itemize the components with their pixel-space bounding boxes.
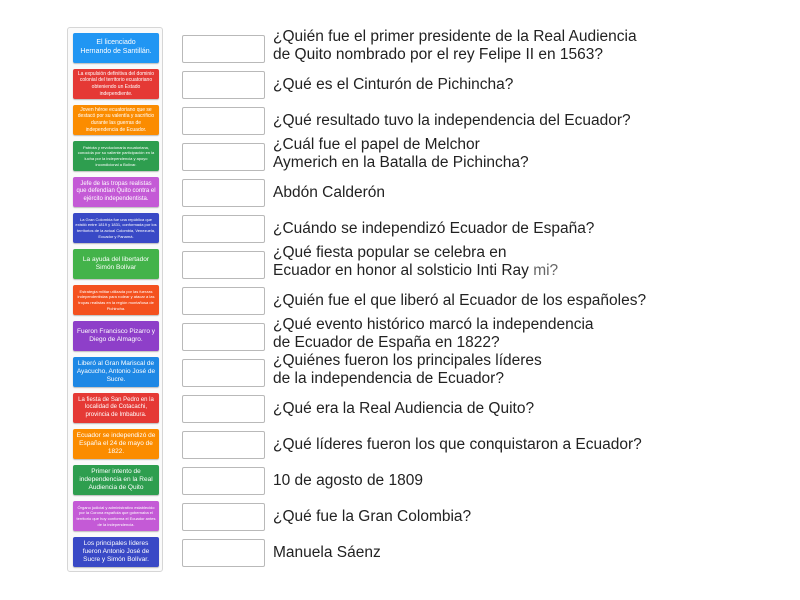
question-line-1: ¿Cuál fue el papel de Melchor [273, 136, 480, 153]
question-line-1: ¿Qué fiesta popular se celebra en [273, 244, 507, 261]
drop-slot[interactable] [182, 35, 265, 63]
question-line-1: ¿Quién fue el que liberó al Ecuador de los españoles? [273, 292, 647, 309]
question-text [273, 292, 713, 310]
question-text [273, 244, 713, 280]
answer-tile-text: La ayuda del libertador Simón Bolívar [82, 255, 150, 271]
answer-tile-text: Fueron Francisco Pizarro y Diego de Almagro. [76, 327, 156, 343]
question-text [273, 472, 713, 490]
question-text [273, 544, 713, 562]
answer-tile-text: Estrategia militar utilizada por las fuerzas independentistas para rodear y atacar a las tropas realistas en la región montañosa de Pichincha. [77, 288, 155, 311]
answer-tile-text: Joven héroe ecuatoriano que se destacó por su valentía y sacrificio durante las guerras de independencia de Ecuador. [77, 106, 155, 133]
question-line-1: ¿Quién fue el primer presidente de la Real Audiencia [273, 28, 637, 45]
drop-slot[interactable] [182, 539, 265, 567]
answer-tile[interactable] [73, 429, 159, 459]
question-line-1: ¿Quiénes fueron los principales líderes [273, 352, 542, 369]
answer-tile[interactable] [73, 357, 159, 387]
answer-tile[interactable] [73, 285, 159, 315]
question-line-1: Abdón Calderón [273, 184, 386, 201]
drop-slot[interactable] [182, 251, 265, 279]
answer-tile[interactable] [73, 69, 159, 99]
answer-tile[interactable] [73, 33, 159, 63]
question-text [273, 76, 713, 94]
answer-tile-text: Liberó al Gran Mariscal de Ayacucho, Antonio José de Sucre. [76, 359, 156, 384]
question-text [273, 352, 713, 388]
drop-slot[interactable] [182, 323, 265, 351]
question-text [273, 220, 713, 238]
question-text [273, 136, 713, 172]
drop-slot[interactable] [182, 359, 265, 387]
answer-tile[interactable] [73, 465, 159, 495]
question-text [273, 184, 713, 202]
answer-tile[interactable] [73, 393, 159, 423]
drop-slot[interactable] [182, 467, 265, 495]
answer-tile-text: Jefe de las tropas realistas que defendían Quito contra el ejército independentista. [76, 180, 156, 202]
question-line-1: ¿Qué resultado tuvo la independencia del Ecuador? [273, 112, 631, 129]
question-line-2: Ecuador en honor al solsticio Inti Ray [273, 262, 529, 279]
drop-slot[interactable] [182, 107, 265, 135]
question-line-1: Manuela Sáenz [273, 544, 381, 561]
question-line-1: ¿Qué es el Cinturón de Pichincha? [273, 76, 514, 93]
answer-tile[interactable] [73, 321, 159, 351]
question-text [273, 400, 713, 418]
answer-tile-text: Ecuador se independizó de España el 24 de mayo de 1822. [76, 431, 156, 456]
answer-tile[interactable] [73, 249, 159, 279]
question-line-1: ¿Qué era la Real Audiencia de Quito? [273, 400, 535, 417]
answer-tile-text: Órgano judicial y administrativo establecido por la Corona española que gobernaba el territorio que hoy conforma el Ecuador antes de la independencia. [76, 504, 156, 527]
question-line-1: ¿Cuándo se independizó Ecuador de España? [273, 220, 595, 237]
drop-slot[interactable] [182, 503, 265, 531]
question-text [273, 316, 713, 352]
answer-tile-text: La expulsión definitiva del dominio colonial del territorio ecuatoriano obteniendo un Estado independiente. [77, 70, 155, 97]
answer-tile[interactable] [73, 177, 159, 207]
question-line-2: de la independencia de Ecuador? [273, 370, 504, 387]
answer-tile-text: Patriota y revolucionaria ecuatoriana, conocida por su valiente participación en la lucha por la independencia y apoyo incondicional a Bolívar. [77, 144, 155, 167]
question-line-1: ¿Qué líderes fueron los que conquistaron a Ecuador? [273, 436, 642, 453]
answer-tile[interactable] [73, 501, 159, 531]
question-line-1: ¿Qué evento histórico marcó la independencia [273, 316, 594, 333]
drop-slot[interactable] [182, 143, 265, 171]
drop-slot[interactable] [182, 71, 265, 99]
answer-tile[interactable] [73, 537, 159, 567]
question-line-2: de Quito nombrado por el rey Felipe II en 1563? [273, 46, 604, 63]
question-line-1: ¿Qué fue la Gran Colombia? [273, 508, 472, 525]
question-line-2: Aymerich en la Batalla de Pichincha? [273, 154, 529, 171]
answer-tile-text: La fiesta de San Pedro en la localidad de Cotacachi, provincia de Imbabura. [78, 396, 154, 418]
answer-tile-text: Los principales líderes fueron Antonio José de Sucre y Simón Bolívar. [82, 539, 150, 564]
drop-slot[interactable] [182, 215, 265, 243]
answer-tile-text: La Gran Colombia fue una república que existió entre 1819 y 1831, conformada por los territorios de la actual Colombia, Venezuela, Ecuador y Panamá. [75, 216, 157, 239]
answer-tile-text: Primer intento de independencia en la Real Audiencia de Quito [79, 467, 153, 492]
answer-tile-text: El licenciado Hernando de Santillán. [80, 39, 152, 55]
drop-slot[interactable] [182, 179, 265, 207]
drop-slot[interactable] [182, 431, 265, 459]
question-text [273, 112, 713, 130]
question-line-2: de Ecuador de España en 1822? [273, 334, 500, 351]
question-line-2-continued: mi? [528, 262, 559, 279]
question-text [273, 508, 713, 526]
answer-tile[interactable] [73, 213, 159, 243]
question-text [273, 28, 713, 64]
drop-slot[interactable] [182, 395, 265, 423]
question-line-1: 10 de agosto de 1809 [273, 472, 423, 489]
answer-tile[interactable] [73, 105, 159, 135]
drop-slot[interactable] [182, 287, 265, 315]
answer-tiles-panel [67, 27, 163, 572]
question-text [273, 436, 713, 454]
answer-tile[interactable] [73, 141, 159, 171]
